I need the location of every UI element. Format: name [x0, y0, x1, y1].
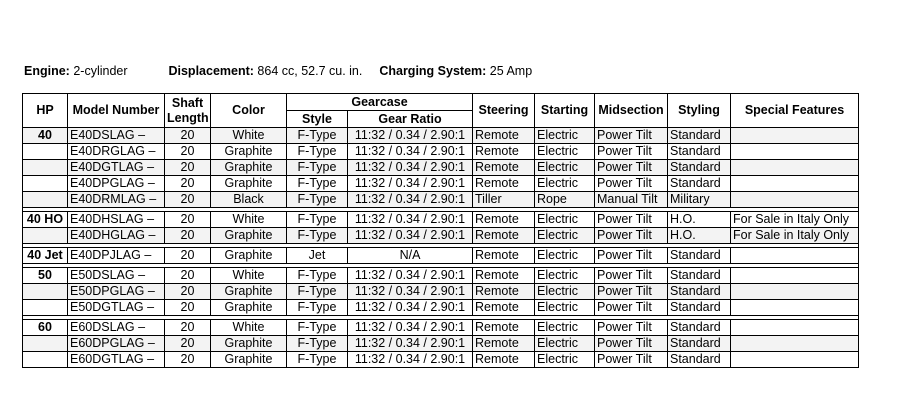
gearcase-style-cell: F-Type — [287, 268, 348, 284]
styling-cell: Standard — [668, 144, 731, 160]
hp-cell: 50 — [23, 268, 68, 284]
color-cell: White — [211, 128, 287, 144]
table-row — [23, 128, 859, 144]
styling-cell: Standard — [668, 300, 731, 316]
gear-ratio-cell: 11:32 / 0.34 / 2.90:1 — [348, 144, 473, 160]
special-features-cell — [731, 320, 859, 336]
color-cell: Graphite — [211, 176, 287, 192]
gearcase-style-cell: F-Type — [287, 128, 348, 144]
table-row — [23, 160, 859, 176]
steering-cell: Remote — [473, 352, 535, 368]
header-gearcase: Gearcase — [287, 94, 473, 111]
model-number-cell: E40DRMLAG – — [68, 192, 165, 208]
midsection-cell: Power Tilt — [595, 176, 668, 192]
model-number-cell: E50DPGLAG – — [68, 284, 165, 300]
hp-cell — [23, 192, 68, 208]
gearcase-style-cell: Jet — [287, 248, 348, 264]
header-hp: HP — [23, 94, 68, 128]
gear-ratio-cell: 11:32 / 0.34 / 2.90:1 — [348, 192, 473, 208]
gearcase-style-cell: F-Type — [287, 192, 348, 208]
styling-cell: H.O. — [668, 212, 731, 228]
starting-cell: Electric — [535, 352, 595, 368]
special-features-cell — [731, 128, 859, 144]
model-number-cell: E40DHGLAG – — [68, 228, 165, 244]
midsection-cell: Power Tilt — [595, 248, 668, 264]
model-number-cell: E40DRGLAG – — [68, 144, 165, 160]
model-number-cell: E60DPGLAG – — [68, 336, 165, 352]
table-row — [23, 352, 859, 368]
shaft-length-cell: 20 — [165, 268, 211, 284]
table-row — [23, 320, 859, 336]
hp-cell — [23, 144, 68, 160]
header-special-features: Special Features — [731, 94, 859, 128]
hp-cell — [23, 228, 68, 244]
starting-cell: Electric — [535, 228, 595, 244]
special-features-cell — [731, 336, 859, 352]
special-features-cell — [731, 192, 859, 208]
hp-group — [23, 316, 859, 368]
gear-ratio-cell: 11:32 / 0.34 / 2.90:1 — [348, 128, 473, 144]
hp-cell: 40 — [23, 128, 68, 144]
model-number-cell: E40DGTLAG – — [68, 160, 165, 176]
shaft-length-cell: 20 — [165, 336, 211, 352]
styling-cell: Standard — [668, 160, 731, 176]
styling-cell: Standard — [668, 176, 731, 192]
header-model-number: Model Number — [68, 94, 165, 128]
shaft-length-cell: 20 — [165, 300, 211, 316]
color-cell: White — [211, 212, 287, 228]
model-spec-table — [22, 93, 859, 368]
midsection-cell: Power Tilt — [595, 228, 668, 244]
shaft-length-cell: 20 — [165, 160, 211, 176]
starting-cell: Electric — [535, 320, 595, 336]
shaft-length-cell: 20 — [165, 192, 211, 208]
steering-cell: Remote — [473, 128, 535, 144]
color-cell: Graphite — [211, 336, 287, 352]
special-features-cell: For Sale in Italy Only — [731, 212, 859, 228]
model-number-cell: E40DPJLAG – — [68, 248, 165, 264]
special-features-cell: For Sale in Italy Only — [731, 228, 859, 244]
hp-cell: 40 HO — [23, 212, 68, 228]
steering-cell: Remote — [473, 320, 535, 336]
color-cell: Graphite — [211, 352, 287, 368]
header-style: Style — [287, 111, 348, 128]
shaft-length-cell: 20 — [165, 128, 211, 144]
table-row — [23, 268, 859, 284]
special-features-cell — [731, 176, 859, 192]
gearcase-style-cell: F-Type — [287, 284, 348, 300]
steering-cell: Remote — [473, 176, 535, 192]
table-header — [23, 94, 859, 128]
model-number-cell: E40DHSLAG – — [68, 212, 165, 228]
midsection-cell: Power Tilt — [595, 336, 668, 352]
starting-cell: Electric — [535, 176, 595, 192]
shaft-length-cell: 20 — [165, 352, 211, 368]
gearcase-style-cell: F-Type — [287, 160, 348, 176]
steering-cell: Remote — [473, 336, 535, 352]
hp-cell: 40 Jet — [23, 248, 68, 264]
model-number-cell: E40DPGLAG – — [68, 176, 165, 192]
gearcase-style-cell: F-Type — [287, 336, 348, 352]
color-cell: Graphite — [211, 228, 287, 244]
table-row — [23, 300, 859, 316]
special-features-cell — [731, 160, 859, 176]
shaft-length-cell: 20 — [165, 212, 211, 228]
gearcase-style-cell: F-Type — [287, 212, 348, 228]
hp-cell — [23, 336, 68, 352]
shaft-length-cell: 20 — [165, 248, 211, 264]
midsection-cell: Power Tilt — [595, 128, 668, 144]
model-number-cell: E60DSLAG – — [68, 320, 165, 336]
hp-cell — [23, 160, 68, 176]
gear-ratio-cell: 11:32 / 0.34 / 2.90:1 — [348, 160, 473, 176]
styling-cell: Standard — [668, 284, 731, 300]
special-features-cell — [731, 268, 859, 284]
steering-cell: Remote — [473, 228, 535, 244]
hp-cell — [23, 284, 68, 300]
styling-cell: Standard — [668, 320, 731, 336]
special-features-cell — [731, 144, 859, 160]
gearcase-style-cell: F-Type — [287, 176, 348, 192]
midsection-cell: Power Tilt — [595, 320, 668, 336]
steering-cell: Remote — [473, 160, 535, 176]
color-cell: Graphite — [211, 248, 287, 264]
special-features-cell — [731, 300, 859, 316]
hp-cell — [23, 352, 68, 368]
gear-ratio-cell: 11:32 / 0.34 / 2.90:1 — [348, 320, 473, 336]
midsection-cell: Power Tilt — [595, 284, 668, 300]
styling-cell: Standard — [668, 128, 731, 144]
steering-cell: Tiller — [473, 192, 535, 208]
shaft-length-cell: 20 — [165, 176, 211, 192]
table-row — [23, 284, 859, 300]
gearcase-style-cell: F-Type — [287, 228, 348, 244]
starting-cell: Electric — [535, 284, 595, 300]
steering-cell: Remote — [473, 284, 535, 300]
model-number-cell: E40DSLAG – — [68, 128, 165, 144]
displacement-label: Displacement: — [168, 64, 254, 78]
special-features-cell — [731, 284, 859, 300]
starting-cell: Electric — [535, 212, 595, 228]
color-cell: Graphite — [211, 284, 287, 300]
table-row — [23, 144, 859, 160]
shaft-length-cell: 20 — [165, 228, 211, 244]
steering-cell: Remote — [473, 300, 535, 316]
table-row — [23, 176, 859, 192]
hp-cell: 60 — [23, 320, 68, 336]
steering-cell: Remote — [473, 268, 535, 284]
midsection-cell: Power Tilt — [595, 160, 668, 176]
gear-ratio-cell: 11:32 / 0.34 / 2.90:1 — [348, 228, 473, 244]
color-cell: Graphite — [211, 144, 287, 160]
starting-cell: Electric — [535, 128, 595, 144]
engine-label: Engine: — [24, 64, 70, 78]
styling-cell: Standard — [668, 268, 731, 284]
shaft-length-cell: 20 — [165, 284, 211, 300]
table-row — [23, 212, 859, 228]
table-row — [23, 248, 859, 264]
gear-ratio-cell: 11:32 / 0.34 / 2.90:1 — [348, 268, 473, 284]
model-number-cell: E50DGTLAG – — [68, 300, 165, 316]
model-number-cell: E60DGTLAG – — [68, 352, 165, 368]
table-row — [23, 192, 859, 208]
gear-ratio-cell: 11:32 / 0.34 / 2.90:1 — [348, 352, 473, 368]
starting-cell: Electric — [535, 248, 595, 264]
gear-ratio-cell: N/A — [348, 248, 473, 264]
midsection-cell: Power Tilt — [595, 268, 668, 284]
starting-cell: Electric — [535, 160, 595, 176]
styling-cell: H.O. — [668, 228, 731, 244]
table-row — [23, 336, 859, 352]
shaft-length-cell: 20 — [165, 320, 211, 336]
steering-cell: Remote — [473, 144, 535, 160]
displacement-value: 864 cc, 52.7 cu. in. — [257, 64, 363, 78]
gear-ratio-cell: 11:32 / 0.34 / 2.90:1 — [348, 300, 473, 316]
header-color: Color — [211, 94, 287, 128]
header-starting: Starting — [535, 94, 595, 128]
midsection-cell: Manual Tilt — [595, 192, 668, 208]
gear-ratio-cell: 11:32 / 0.34 / 2.90:1 — [348, 212, 473, 228]
starting-cell: Electric — [535, 268, 595, 284]
engine-info-line — [24, 64, 532, 78]
midsection-cell: Power Tilt — [595, 212, 668, 228]
midsection-cell: Power Tilt — [595, 144, 668, 160]
hp-group — [23, 128, 859, 208]
header-styling: Styling — [668, 94, 731, 128]
starting-cell: Electric — [535, 300, 595, 316]
gearcase-style-cell: F-Type — [287, 144, 348, 160]
hp-group — [23, 244, 859, 264]
engine-value: 2-cylinder — [73, 64, 128, 78]
color-cell: Black — [211, 192, 287, 208]
header-steering: Steering — [473, 94, 535, 128]
gearcase-style-cell: F-Type — [287, 352, 348, 368]
starting-cell: Rope — [535, 192, 595, 208]
header-gear-ratio: Gear Ratio — [348, 111, 473, 128]
hp-cell — [23, 300, 68, 316]
gearcase-style-cell: F-Type — [287, 320, 348, 336]
charging-system-label: Charging System: — [379, 64, 487, 78]
table-row — [23, 228, 859, 244]
shaft-length-cell: 20 — [165, 144, 211, 160]
model-number-cell: E50DSLAG – — [68, 268, 165, 284]
steering-cell: Remote — [473, 248, 535, 264]
special-features-cell — [731, 248, 859, 264]
color-cell: White — [211, 268, 287, 284]
hp-group — [23, 208, 859, 244]
hp-group — [23, 264, 859, 316]
gear-ratio-cell: 11:32 / 0.34 / 2.90:1 — [348, 284, 473, 300]
gearcase-style-cell: F-Type — [287, 300, 348, 316]
starting-cell: Electric — [535, 336, 595, 352]
header-midsection: Midsection — [595, 94, 668, 128]
gear-ratio-cell: 11:32 / 0.34 / 2.90:1 — [348, 336, 473, 352]
color-cell: Graphite — [211, 300, 287, 316]
special-features-cell — [731, 352, 859, 368]
styling-cell: Standard — [668, 336, 731, 352]
gear-ratio-cell: 11:32 / 0.34 / 2.90:1 — [348, 176, 473, 192]
color-cell: White — [211, 320, 287, 336]
hp-cell — [23, 176, 68, 192]
header-shaft-length: Shaft Length — [165, 94, 211, 128]
styling-cell: Standard — [668, 352, 731, 368]
color-cell: Graphite — [211, 160, 287, 176]
midsection-cell: Power Tilt — [595, 352, 668, 368]
styling-cell: Military — [668, 192, 731, 208]
midsection-cell: Power Tilt — [595, 300, 668, 316]
starting-cell: Electric — [535, 144, 595, 160]
steering-cell: Remote — [473, 212, 535, 228]
styling-cell: Standard — [668, 248, 731, 264]
charging-system-value: 25 Amp — [489, 64, 533, 78]
